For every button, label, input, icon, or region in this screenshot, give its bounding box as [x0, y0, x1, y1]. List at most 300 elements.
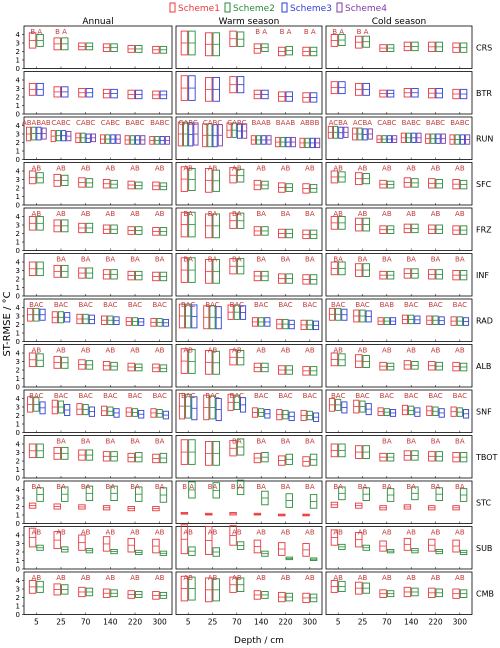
- significance-label: BAC: [29, 301, 44, 309]
- significance-label: AB: [207, 574, 218, 582]
- significance-label: AB: [207, 346, 218, 355]
- row-frz: [16, 208, 493, 255]
- panel-frame: [326, 254, 472, 297]
- significance-label: ABABAB: [21, 119, 51, 127]
- panel-frame: [24, 436, 172, 479]
- y-tick-label: 1: [15, 375, 20, 383]
- y-tick-label: 3: [15, 176, 20, 184]
- x-axis: [34, 618, 467, 627]
- y-tick-label: 4: [15, 395, 20, 403]
- x-tick-label: 5: [33, 617, 39, 627]
- y-tick-label: 1: [15, 147, 20, 156]
- significance-label: BA: [382, 483, 392, 491]
- significance-label: BA: [256, 210, 266, 218]
- panel-frame: [176, 299, 322, 342]
- significance-label: B A: [230, 483, 243, 491]
- significance-label: AB: [305, 346, 315, 355]
- significance-label: BA: [256, 483, 266, 491]
- significance-label: AB: [130, 346, 140, 355]
- row-snf: [16, 390, 493, 437]
- significance-label: AB: [80, 346, 91, 355]
- significance-label: AB: [130, 574, 140, 582]
- significance-label: CABC: [51, 119, 71, 127]
- legend-swatch-scheme3: [282, 3, 287, 12]
- significance-label: AB: [232, 574, 242, 582]
- panel-frame: [24, 390, 172, 433]
- significance-label: BA: [280, 255, 291, 264]
- significance-label: BAC: [152, 392, 167, 400]
- significance-label: AB: [183, 346, 193, 355]
- significance-label: BABC: [450, 119, 470, 127]
- significance-label: AB: [232, 528, 242, 537]
- significance-label: BA: [105, 255, 116, 264]
- panel-frame: [176, 72, 322, 115]
- significance-label: B A: [303, 28, 316, 36]
- significance-label: AB: [406, 210, 416, 218]
- significance-label: BA: [130, 483, 140, 491]
- significance-label: CABC: [100, 119, 120, 127]
- significance-label: AB: [280, 574, 291, 582]
- x-tick-label: 25: [207, 617, 218, 627]
- y-tick-label: 2: [15, 457, 20, 466]
- significance-label: BA: [357, 255, 368, 264]
- significance-label: AB: [105, 210, 116, 218]
- significance-label: BAC: [152, 301, 167, 309]
- season-headers: [82, 17, 426, 27]
- significance-label: BAC: [302, 301, 318, 309]
- significance-label: AB: [80, 164, 91, 173]
- x-tick-label: 220: [127, 617, 143, 627]
- significance-label: BAC: [205, 392, 220, 400]
- significance-label: BA: [406, 483, 416, 491]
- y-tick-label: 2: [15, 594, 20, 602]
- panel-frame: [326, 163, 472, 206]
- panel-frame: [176, 436, 322, 479]
- significance-label: BA: [256, 437, 266, 446]
- y-tick-label: 2: [15, 275, 20, 284]
- x-tick-label: 25: [56, 617, 66, 627]
- y-tick-label: 2: [15, 93, 20, 102]
- row-label-stc: STC: [476, 498, 492, 508]
- significance-label: BAAB: [251, 119, 271, 127]
- y-tick-label: 3: [15, 403, 20, 412]
- panel-frame: [24, 163, 172, 206]
- significance-label: B A: [182, 483, 195, 491]
- significance-label: CABC: [227, 119, 247, 127]
- legend-swatch-scheme4: [337, 3, 342, 12]
- row-label-tbot: TBOT: [476, 452, 498, 462]
- significance-label: BA: [31, 483, 42, 491]
- season-title-1: Annual: [82, 17, 114, 27]
- significance-label: BA: [56, 437, 66, 446]
- significance-label: BA: [154, 255, 165, 264]
- row-alb: [16, 345, 492, 392]
- x-tick-label: 140: [254, 617, 269, 627]
- y-tick-label: 4: [15, 349, 20, 358]
- significance-label: BA: [207, 255, 218, 264]
- significance-label: BA: [232, 210, 242, 218]
- panel-frame: [176, 572, 322, 615]
- significance-label: BAC: [127, 301, 143, 309]
- y-tick-label: 3: [15, 130, 20, 139]
- significance-label: AB: [232, 346, 242, 355]
- significance-label: BAC: [452, 301, 468, 309]
- y-tick-label: 4: [15, 258, 20, 267]
- significance-label: BA: [183, 210, 193, 218]
- significance-label: AB: [130, 528, 140, 537]
- y-tick-label: 1: [15, 102, 20, 110]
- y-tick-label: 0: [15, 383, 20, 392]
- y-tick-label: 4: [15, 577, 20, 585]
- significance-label: AB: [280, 346, 291, 355]
- x-tick-label: 70: [80, 617, 91, 627]
- x-tick-label: 25: [357, 617, 368, 627]
- significance-label: AB: [256, 346, 266, 355]
- significance-label: AB: [382, 346, 392, 355]
- significance-label: AB: [183, 164, 193, 173]
- significance-label: AB: [357, 164, 368, 173]
- row-sfc: [16, 163, 492, 210]
- significance-label: BAC: [278, 392, 293, 400]
- y-tick-label: 0: [15, 110, 20, 119]
- y-tick-label: 0: [15, 565, 20, 574]
- significance-label: AB: [333, 574, 343, 582]
- significance-label: BA: [430, 437, 441, 446]
- panel-frame: [326, 390, 472, 433]
- significance-label: AB: [56, 528, 66, 537]
- panel-frame: [176, 345, 322, 388]
- y-tick-label: 2: [15, 321, 20, 329]
- significance-label: BABC: [125, 119, 145, 127]
- legend-label-scheme1: Scheme1: [178, 4, 220, 14]
- significance-label: BAC: [355, 392, 370, 400]
- significance-label: BAC: [229, 392, 245, 400]
- panel-frame: [326, 26, 472, 69]
- significance-label: AB: [105, 528, 116, 537]
- y-tick-label: 3: [15, 267, 20, 275]
- y-tick-label: 1: [15, 284, 20, 292]
- significance-label: BAC: [253, 301, 269, 309]
- significance-label: AB: [357, 528, 368, 537]
- significance-label: AB: [382, 528, 392, 537]
- significance-label: AB: [333, 528, 343, 537]
- y-tick-label: 1: [15, 466, 20, 474]
- significance-label: B A: [30, 28, 43, 36]
- y-tick-label: 0: [15, 247, 20, 255]
- row-tbot: [16, 436, 498, 483]
- significance-label: BA: [430, 483, 441, 491]
- panel-frame: [326, 72, 472, 115]
- significance-label: ACBA: [352, 119, 373, 127]
- y-tick-label: 0: [15, 520, 20, 528]
- significance-label: BA: [207, 210, 218, 218]
- legend: [170, 3, 387, 14]
- significance-label: AB: [357, 574, 368, 582]
- significance-label: AB: [207, 528, 218, 537]
- y-tick-label: 2: [15, 48, 20, 56]
- significance-label: AB: [430, 346, 441, 355]
- legend-label-scheme3: Scheme3: [290, 4, 332, 14]
- y-tick-label: 4: [15, 213, 20, 221]
- significance-label: BABC: [425, 119, 446, 127]
- y-tick-label: 1: [15, 557, 20, 565]
- significance-label: BA: [56, 255, 66, 264]
- significance-label: BAC: [53, 301, 69, 309]
- significance-label: BA: [130, 255, 140, 264]
- significance-label: BAC: [78, 392, 93, 400]
- significance-label: AB: [154, 574, 165, 582]
- x-tick-label: 140: [103, 617, 118, 627]
- panel-frame: [326, 572, 472, 615]
- significance-label: AB: [31, 210, 42, 218]
- significance-label: BA: [455, 255, 465, 264]
- significance-label: CABC: [377, 119, 397, 127]
- significance-label: AB: [382, 164, 392, 173]
- significance-label: AB: [105, 164, 116, 173]
- panel-frame: [176, 390, 322, 433]
- significance-label: BAC: [403, 301, 419, 309]
- significance-label: AB: [154, 528, 165, 537]
- significance-label: AB: [430, 574, 441, 582]
- significance-label: BA: [280, 483, 291, 491]
- significance-label: BAC: [53, 392, 69, 400]
- x-tick-label: 300: [302, 617, 317, 627]
- significance-label: AB: [382, 210, 392, 218]
- significance-label: BA: [130, 437, 140, 446]
- y-tick-label: 2: [15, 503, 20, 511]
- significance-label: AB: [256, 528, 266, 537]
- y-tick-label: 2: [15, 366, 20, 375]
- panel-frame: [326, 299, 472, 342]
- significance-label: BAC: [103, 301, 118, 309]
- y-tick-label: 0: [15, 429, 20, 437]
- row-label-frz: FRZ: [476, 225, 492, 235]
- y-tick-label: 0: [15, 201, 20, 210]
- significance-label: BAC: [253, 392, 269, 400]
- significance-label: AB: [31, 164, 42, 173]
- y-tick-label: 3: [15, 358, 20, 366]
- significance-label: AB: [333, 210, 343, 218]
- significance-label: AB: [80, 528, 91, 537]
- x-tick-label: 220: [278, 617, 293, 627]
- row-label-snf: SNF: [476, 407, 492, 417]
- significance-label: BA: [305, 437, 315, 446]
- significance-label: BAB: [379, 301, 395, 309]
- significance-label: AB: [56, 346, 66, 355]
- significance-label: BAC: [205, 301, 220, 309]
- significance-label: BA: [207, 483, 218, 491]
- y-tick-label: 0: [15, 292, 20, 301]
- significance-label: BA: [105, 437, 116, 446]
- significance-label: BAC: [103, 392, 118, 400]
- y-tick-label: 1: [15, 193, 20, 201]
- x-tick-label: 5: [185, 617, 191, 627]
- significance-label: BA: [80, 255, 91, 264]
- panel-frame: [176, 26, 322, 69]
- y-tick-label: 3: [15, 540, 20, 548]
- panel-frame: [24, 572, 172, 615]
- significance-label: AB: [130, 164, 140, 173]
- row-label-crs: CRS: [476, 43, 493, 53]
- significance-label: BA: [280, 210, 291, 218]
- y-tick-label: 1: [15, 329, 20, 338]
- y-tick-label: 1: [15, 238, 20, 247]
- significance-label: BA: [105, 483, 116, 491]
- panel-frame: [176, 527, 322, 570]
- legend-swatch-scheme2: [225, 3, 230, 12]
- legend-label-scheme2: Scheme2: [233, 4, 275, 14]
- y-tick-label: 0: [15, 474, 20, 483]
- panel-frame: [24, 527, 172, 570]
- significance-label: AB: [357, 346, 368, 355]
- y-tick-label: 4: [15, 167, 20, 176]
- y-tick-label: 3: [15, 39, 20, 48]
- significance-label: BA: [256, 255, 266, 264]
- significance-label: BAC: [29, 392, 44, 400]
- significance-label: BAAB: [275, 119, 296, 127]
- significance-label: BAC: [428, 301, 443, 309]
- significance-label: B A: [279, 28, 292, 36]
- row-label-sub: SUB: [476, 543, 493, 553]
- significance-label: B A: [55, 28, 67, 36]
- significance-label: AB: [56, 574, 66, 582]
- significance-label: BAC: [127, 392, 143, 400]
- significance-label: BAC: [428, 392, 443, 400]
- y-tick-label: 4: [15, 304, 20, 312]
- significance-label: AB: [256, 574, 266, 582]
- significance-label: AB: [406, 574, 416, 582]
- panel-frame: [24, 345, 172, 388]
- significance-label: BAC: [180, 301, 196, 309]
- significance-label: AB: [430, 210, 441, 218]
- significance-label: AB: [31, 346, 42, 355]
- y-tick-label: 2: [15, 139, 20, 147]
- significance-label: B A: [332, 28, 345, 36]
- panel-frame: [24, 208, 172, 251]
- y-tick-label: 4: [15, 440, 20, 449]
- y-tick-label: 2: [15, 548, 20, 557]
- significance-label: BAC: [229, 301, 245, 309]
- significance-label: BA: [280, 437, 291, 446]
- panel-frame: [24, 481, 172, 524]
- row-rad: [16, 299, 493, 346]
- panel-frame: [24, 254, 172, 297]
- panel-grid: [16, 26, 498, 619]
- significance-label: BAC: [278, 301, 293, 309]
- significance-label: BA: [430, 255, 441, 264]
- significance-label: BA: [455, 437, 465, 446]
- significance-label: BA: [455, 483, 465, 491]
- y-tick-label: 0: [15, 65, 20, 73]
- significance-label: AB: [154, 210, 165, 218]
- significance-label: BA: [232, 255, 242, 264]
- row-label-rad: RAD: [476, 316, 493, 326]
- y-tick-label: 3: [15, 449, 20, 457]
- significance-label: CABC: [202, 119, 223, 127]
- row-label-sfc: SFC: [476, 179, 492, 189]
- significance-label: BAC: [452, 392, 468, 400]
- y-tick-label: 0: [15, 338, 20, 346]
- significance-label: BA: [406, 255, 416, 264]
- panel-frame: [176, 254, 322, 297]
- y-tick-label: 1: [15, 602, 20, 611]
- significance-label: BAC: [330, 301, 346, 309]
- significance-label: AB: [305, 574, 315, 582]
- significance-label: BA: [333, 483, 343, 491]
- significance-label: AB: [256, 164, 266, 173]
- row-sub: [16, 525, 493, 574]
- significance-label: BA: [382, 437, 392, 446]
- significance-label: BAC: [379, 392, 395, 400]
- significance-label: BA: [183, 255, 193, 264]
- significance-label: AB: [305, 528, 315, 537]
- season-title-2: Warm season: [218, 17, 280, 27]
- significance-label: BAC: [302, 392, 318, 400]
- significance-label: AB: [31, 574, 42, 582]
- row-btr: [16, 72, 493, 119]
- y-tick-label: 1: [15, 420, 20, 429]
- significance-label: B A: [356, 28, 369, 36]
- significance-label: AB: [280, 164, 291, 173]
- y-tick-label: 3: [15, 85, 20, 93]
- panel-frame: [326, 481, 472, 524]
- y-tick-label: 2: [15, 412, 20, 420]
- x-tick-label: 70: [382, 617, 392, 627]
- significance-label: AB: [280, 528, 291, 537]
- significance-label: AB: [232, 164, 242, 173]
- season-title-3: Cold season: [371, 17, 427, 27]
- significance-label: AB: [455, 574, 465, 582]
- row-crs: [16, 26, 493, 73]
- significance-label: BA: [80, 437, 91, 446]
- y-tick-label: 4: [15, 76, 20, 85]
- significance-label: AB: [382, 574, 392, 582]
- x-axis-label: Depth / cm: [234, 636, 284, 646]
- y-tick-label: 4: [15, 31, 20, 39]
- significance-label: CABC: [76, 119, 96, 127]
- row-label-inf: INF: [476, 270, 489, 280]
- y-tick-label: 1: [15, 56, 20, 65]
- row-stc: [16, 480, 492, 528]
- x-tick-label: 300: [152, 617, 167, 627]
- significance-label: BAC: [78, 301, 93, 309]
- significance-label: AB: [183, 574, 193, 582]
- panel-frame: [326, 208, 472, 251]
- significance-label: AB: [430, 528, 441, 537]
- significance-label: BAC: [355, 301, 370, 309]
- significance-label: BA: [305, 483, 315, 491]
- significance-label: AB: [406, 346, 416, 355]
- row-label-alb: ALB: [476, 361, 492, 371]
- significance-label: BA: [305, 210, 315, 218]
- significance-label: AB: [455, 346, 465, 355]
- y-tick-label: 0: [15, 611, 20, 619]
- significance-label: AB: [80, 210, 91, 218]
- y-tick-label: 3: [15, 494, 20, 503]
- y-tick-label: 4: [15, 122, 20, 130]
- panel-frame: [176, 163, 322, 206]
- panel-frame: [176, 481, 322, 524]
- significance-label: AB: [154, 164, 165, 173]
- significance-label: AB: [430, 164, 441, 173]
- significance-label: BA: [305, 255, 315, 264]
- significance-label: BAC: [403, 392, 419, 400]
- x-tick-label: 300: [452, 617, 467, 627]
- panel-frame: [24, 72, 172, 115]
- row-label-btr: BTR: [476, 88, 492, 98]
- row-inf: [16, 254, 490, 301]
- significance-label: BA: [232, 437, 242, 446]
